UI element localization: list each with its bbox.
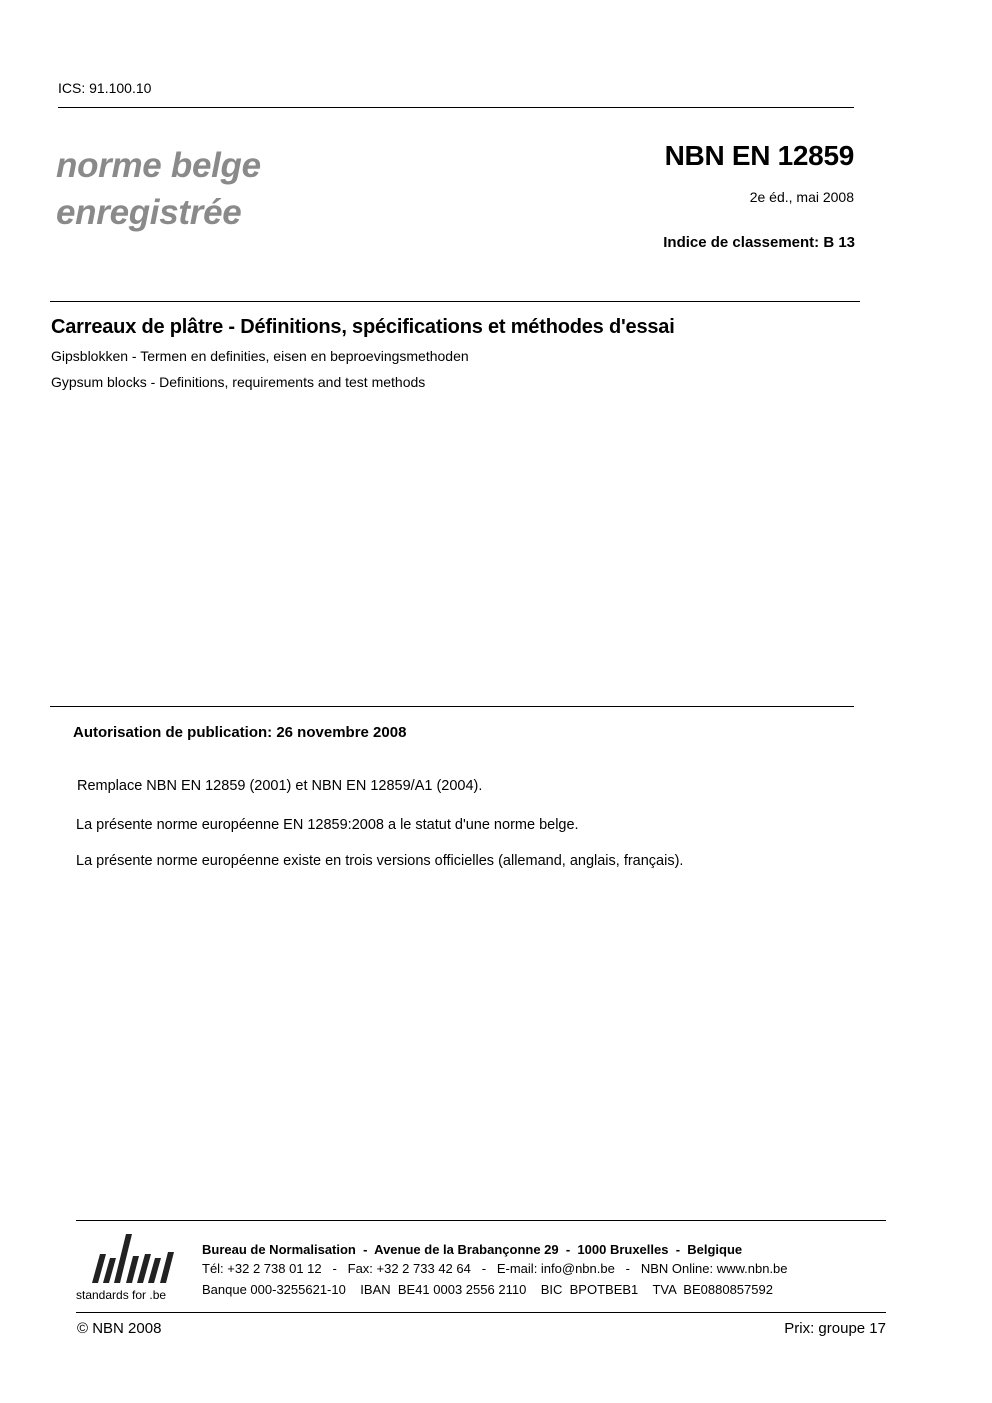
organisation-address: Bureau de Normalisation - Avenue de la Brabançonne 29 - 1000 Bruxelles - Belgique bbox=[202, 1242, 743, 1257]
footer-divider bbox=[76, 1220, 886, 1221]
title-divider bbox=[50, 301, 860, 302]
logo-tagline: standards for .be bbox=[76, 1288, 167, 1302]
paragraph-status: La présente norme européenne EN 12859:2008 a le statut d'une norme belge. bbox=[76, 817, 579, 833]
title-french: Carreaux de plâtre - Définitions, spécifications et méthodes d'essai bbox=[51, 316, 675, 338]
norme-belge-heading bbox=[56, 142, 261, 236]
bank-info: Banque 000-3255621-10 IBAN BE41 0003 2556 2110 BIC BPOTBEB1 TVA BE0880857592 bbox=[202, 1282, 773, 1297]
bottom-divider bbox=[76, 1312, 886, 1313]
nbn-logo bbox=[76, 1228, 184, 1306]
copyright: © NBN 2008 bbox=[77, 1320, 162, 1337]
norme-line-1: norme belge bbox=[56, 146, 261, 185]
standard-number: NBN EN 12859 bbox=[664, 140, 854, 171]
price-group: Prix: groupe 17 bbox=[784, 1320, 886, 1337]
title-dutch: Gipsblokken - Termen en definities, eisen en beproevingsmethoden bbox=[51, 348, 469, 364]
ics-code: ICS: 91.100.10 bbox=[58, 80, 152, 96]
norme-line-2: enregistrée bbox=[56, 193, 242, 232]
publication-authorisation: Autorisation de publication: 26 novembre 2008 bbox=[73, 724, 407, 741]
nbn-logo-icon bbox=[76, 1228, 184, 1288]
edition-date: 2e éd., mai 2008 bbox=[749, 189, 854, 205]
classification-index: Indice de classement: B 13 bbox=[663, 234, 855, 251]
title-english: Gypsum blocks - Definitions, requirements and test methods bbox=[51, 374, 426, 390]
publication-divider bbox=[50, 706, 854, 707]
top-divider bbox=[58, 107, 854, 108]
contact-info: Tél: +32 2 738 01 12 - Fax: +32 2 733 42 64 - E-mail: info@nbn.be - NBN Online: www.nbn.be bbox=[202, 1261, 788, 1276]
paragraph-replaces: Remplace NBN EN 12859 (2001) et NBN EN 12859/A1 (2004). bbox=[77, 778, 483, 794]
paragraph-versions: La présente norme européenne existe en trois versions officielles (allemand, anglais, français). bbox=[76, 853, 684, 869]
